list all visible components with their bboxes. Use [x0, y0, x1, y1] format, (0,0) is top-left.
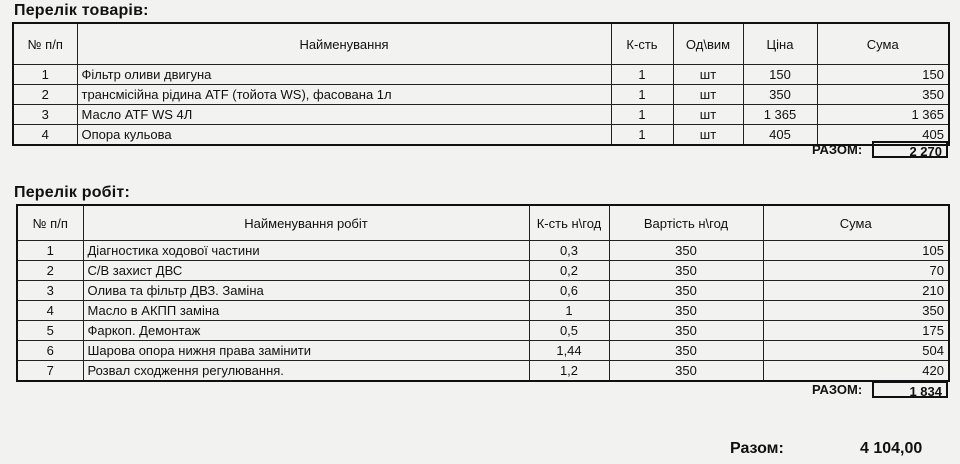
item-sum: 150 [817, 65, 949, 85]
table-row [17, 241, 949, 261]
work-rate: 350 [609, 261, 763, 281]
row-number: 5 [17, 321, 83, 341]
works-total-label: РАЗОМ: [812, 382, 863, 397]
table-row [17, 361, 949, 382]
works-table [16, 204, 950, 382]
work-sum: 175 [763, 321, 949, 341]
work-name: Олива та фільтр ДВЗ. Заміна [83, 281, 529, 301]
work-name: С/В захист ДВС [83, 261, 529, 281]
work-hours: 0,2 [529, 261, 609, 281]
table-row [17, 281, 949, 301]
row-number: 3 [13, 105, 77, 125]
work-hours: 0,6 [529, 281, 609, 301]
item-price: 350 [743, 85, 817, 105]
table-row [17, 321, 949, 341]
works-header-row [17, 205, 949, 241]
table-row [17, 341, 949, 361]
work-sum: 70 [763, 261, 949, 281]
works-header-name: Найменування робіт [83, 205, 529, 241]
goods-header-name: Найменування [77, 23, 611, 65]
work-sum: 504 [763, 341, 949, 361]
goods-header-row [13, 23, 949, 65]
item-name: трансмісійна рідина ATF (тойота WS), фасована 1л [77, 85, 611, 105]
work-sum: 210 [763, 281, 949, 301]
work-hours: 1 [529, 301, 609, 321]
goods-header-unit: Од\вим [673, 23, 743, 65]
item-unit: шт [673, 105, 743, 125]
work-rate: 350 [609, 241, 763, 261]
work-rate: 350 [609, 321, 763, 341]
row-number: 2 [17, 261, 83, 281]
item-price: 150 [743, 65, 817, 85]
work-name: Масло в АКПП заміна [83, 301, 529, 321]
item-sum: 350 [817, 85, 949, 105]
work-hours: 0,5 [529, 321, 609, 341]
work-sum: 350 [763, 301, 949, 321]
goods-section-title: Перелік товарів: [14, 2, 149, 19]
work-name: Діагностика ходової частини [83, 241, 529, 261]
row-number: 1 [13, 65, 77, 85]
table-row [13, 125, 949, 146]
goods-header-num: № п/п [13, 23, 77, 65]
work-hours: 0,3 [529, 241, 609, 261]
item-qty: 1 [611, 125, 673, 146]
item-qty: 1 [611, 65, 673, 85]
goods-total-label: РАЗОМ: [812, 142, 863, 157]
work-rate: 350 [609, 301, 763, 321]
work-rate: 350 [609, 281, 763, 301]
works-section-title: Перелік робіт: [14, 184, 130, 201]
item-qty: 1 [611, 105, 673, 125]
row-number: 1 [17, 241, 83, 261]
item-unit: шт [673, 85, 743, 105]
item-qty: 1 [611, 85, 673, 105]
row-number: 6 [17, 341, 83, 361]
item-sum: 1 365 [817, 105, 949, 125]
item-sum: 405 [817, 125, 949, 146]
goods-header-sum: Сума [817, 23, 949, 65]
works-total-value: 1 834 [872, 381, 948, 398]
work-rate: 350 [609, 361, 763, 382]
table-row [13, 65, 949, 85]
work-sum: 420 [763, 361, 949, 382]
work-rate: 350 [609, 341, 763, 361]
work-name: Розвал сходження регулювання. [83, 361, 529, 382]
works-header-qty: К-сть н\год [529, 205, 609, 241]
work-hours: 1,44 [529, 341, 609, 361]
works-header-rate: Вартість н\год [609, 205, 763, 241]
item-price: 1 365 [743, 105, 817, 125]
grand-total-label: Разом: [730, 440, 784, 457]
item-price: 405 [743, 125, 817, 146]
table-row [13, 85, 949, 105]
goods-header-price: Ціна [743, 23, 817, 65]
works-header-num: № п/п [17, 205, 83, 241]
work-hours: 1,2 [529, 361, 609, 382]
works-header-sum: Сума [763, 205, 949, 241]
row-number: 3 [17, 281, 83, 301]
work-sum: 105 [763, 241, 949, 261]
goods-table [12, 22, 950, 146]
row-number: 4 [17, 301, 83, 321]
grand-total-value: 4 104,00 [860, 440, 923, 457]
item-unit: шт [673, 65, 743, 85]
table-row [13, 105, 949, 125]
row-number: 4 [13, 125, 77, 146]
row-number: 7 [17, 361, 83, 382]
work-name: Шарова опора нижня права замінити [83, 341, 529, 361]
item-name: Масло ATF WS 4Л [77, 105, 611, 125]
row-number: 2 [13, 85, 77, 105]
goods-total-value: 2 270 [872, 141, 948, 158]
goods-header-qty: К-сть [611, 23, 673, 65]
work-name: Фаркоп. Демонтаж [83, 321, 529, 341]
table-row [17, 301, 949, 321]
item-name: Опора кульова [77, 125, 611, 146]
table-row [17, 261, 949, 281]
item-unit: шт [673, 125, 743, 146]
item-name: Фільтр оливи двигуна [77, 65, 611, 85]
